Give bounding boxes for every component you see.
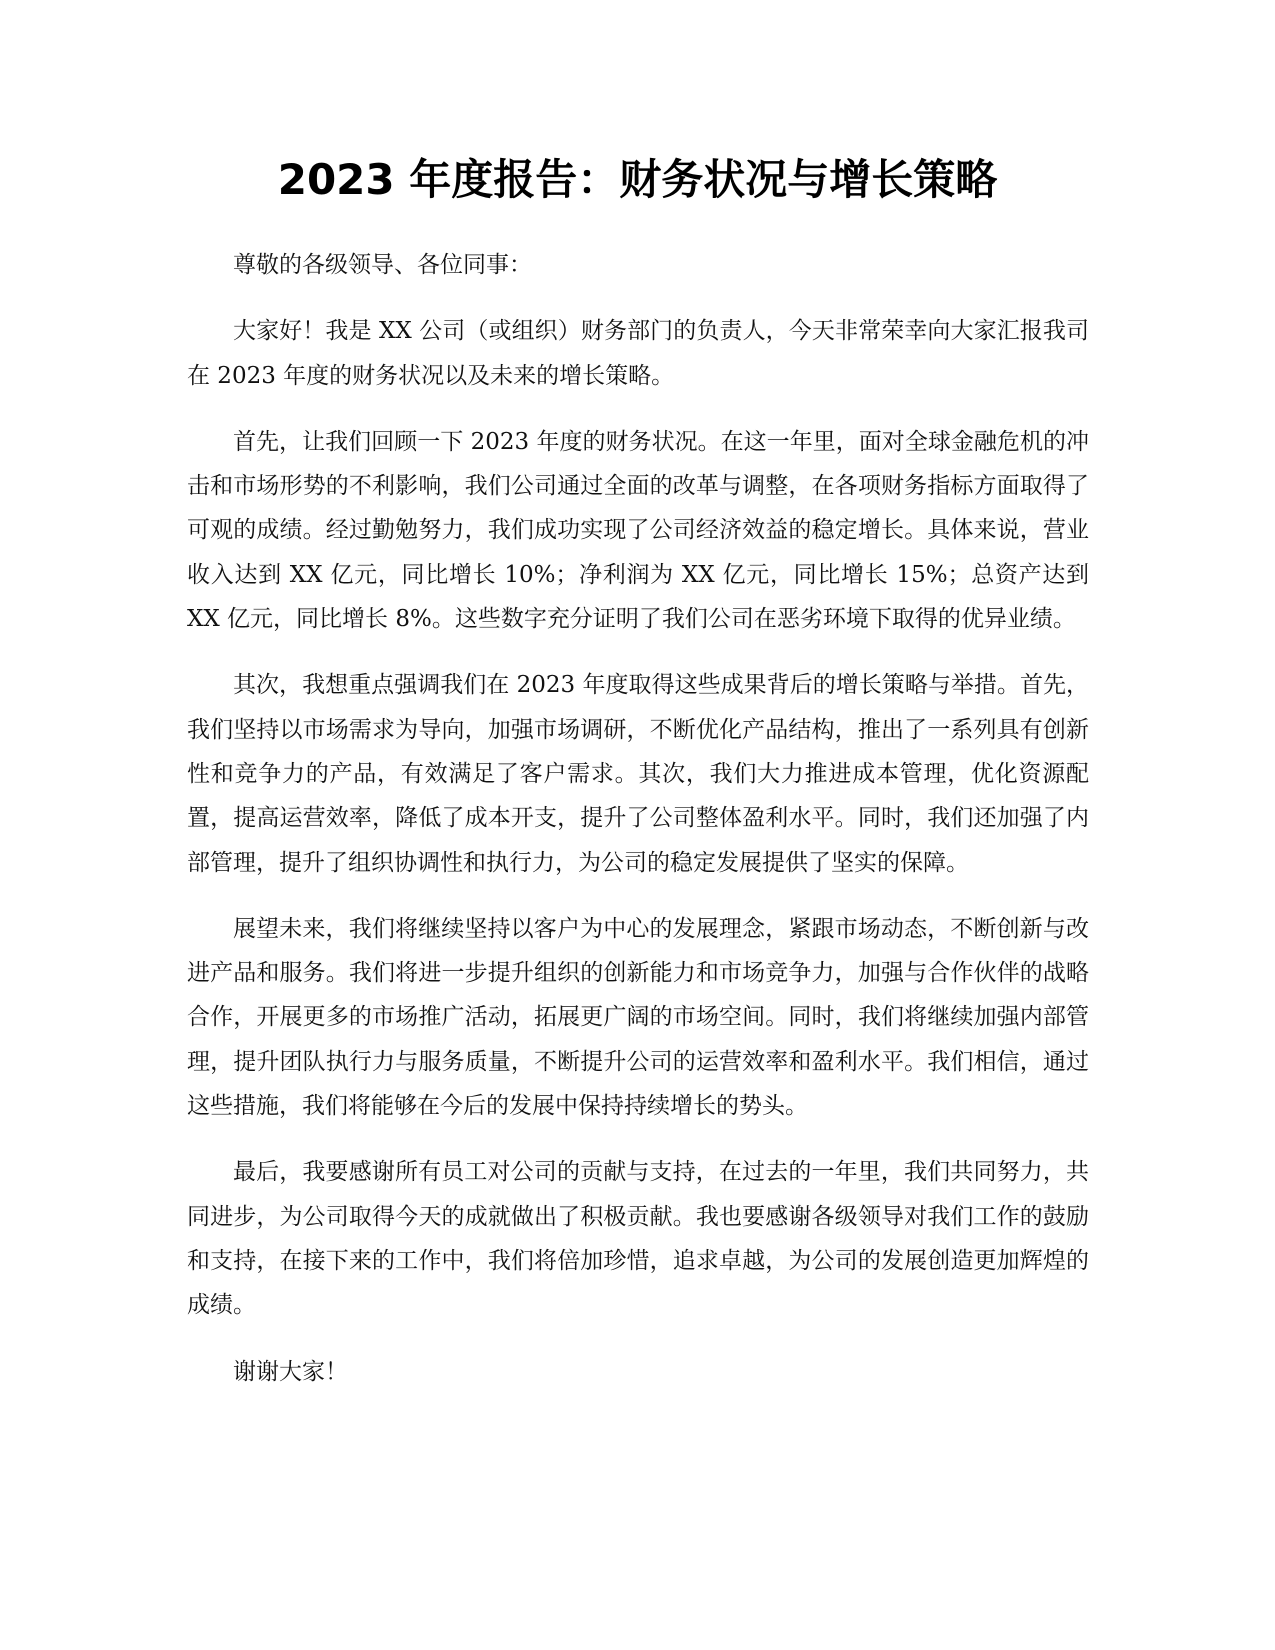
paragraph-outlook: 展望未来，我们将继续坚持以客户为中心的发展理念，紧跟市场动态，不断创新与改进产品和服务。我们将进一步提升组织的创新能力和市场竞争力，加强与合作伙伴的战略合作，开展更多的市场推广活动，拓展更广阔的市场空间。同时，我们将继续加强内部管理，提升团队执行力与服务质量，不断提升公司的运营效率和盈利水平。我们相信，通过这些措施，我们将能够在今后的发展中保持持续增长的势头。	[187, 915, 1089, 1120]
paragraph-salutation: 尊敬的各级领导、各位同事：	[233, 252, 532, 278]
paragraph-thanks: 最后，我要感谢所有员工对公司的贡献与支持，在过去的一年里，我们共同努力，共同进步，为公司取得今天的成就做出了积极贡献。我也要感谢各级领导对我们工作的鼓励和支持，在接下来的工作中，我们将倍加珍惜，追求卓越，为公司的发展创造更加辉煌的成绩。	[187, 1159, 1089, 1319]
paragraph-greeting: 大家好！我是 XX 公司（或组织）财务部门的负责人，今天非常荣幸向大家汇报我司在 2023 年度的财务状况以及未来的增长策略。	[187, 318, 1089, 389]
paragraph-growth-strategy: 其次，我想重点强调我们在 2023 年度取得这些成果背后的增长策略与举措。首先，我们坚持以市场需求为导向，加强市场调研，不断优化产品结构，推出了一系列具有创新性和竞争力的产品，有效满足了客户需求。其次，我们大力推进成本管理，优化资源配置，提高运营效率，降低了成本开支，提升了公司整体盈利水平。同时，我们还加强了内部管理，提升了组织协调性和执行力，为公司的稳定发展提供了坚实的保障。	[187, 672, 1089, 876]
paragraph-financial-review: 首先，让我们回顾一下 2023 年度的财务状况。在这一年里，面对全球金融危机的冲击和市场形势的不利影响，我们公司通过全面的改革与调整，在各项财务指标方面取得了可观的成绩。经过勤勉努力，我们成功实现了公司经济效益的稳定增长。具体来说，营业收入达到 XX 亿元，同比增长 10%；净利润为 XX 亿元，同比增长 15%；总资产达到 XX 亿元，同比增长 8%。这些数字充分证明了我们公司在恶劣环境下取得的优异业绩。	[187, 428, 1089, 633]
document-body	[187, 243, 1089, 1416]
document-title: 2023 年度报告：财务状况与增长策略	[277, 155, 998, 204]
paragraph-closing: 谢谢大家！	[233, 1358, 348, 1385]
